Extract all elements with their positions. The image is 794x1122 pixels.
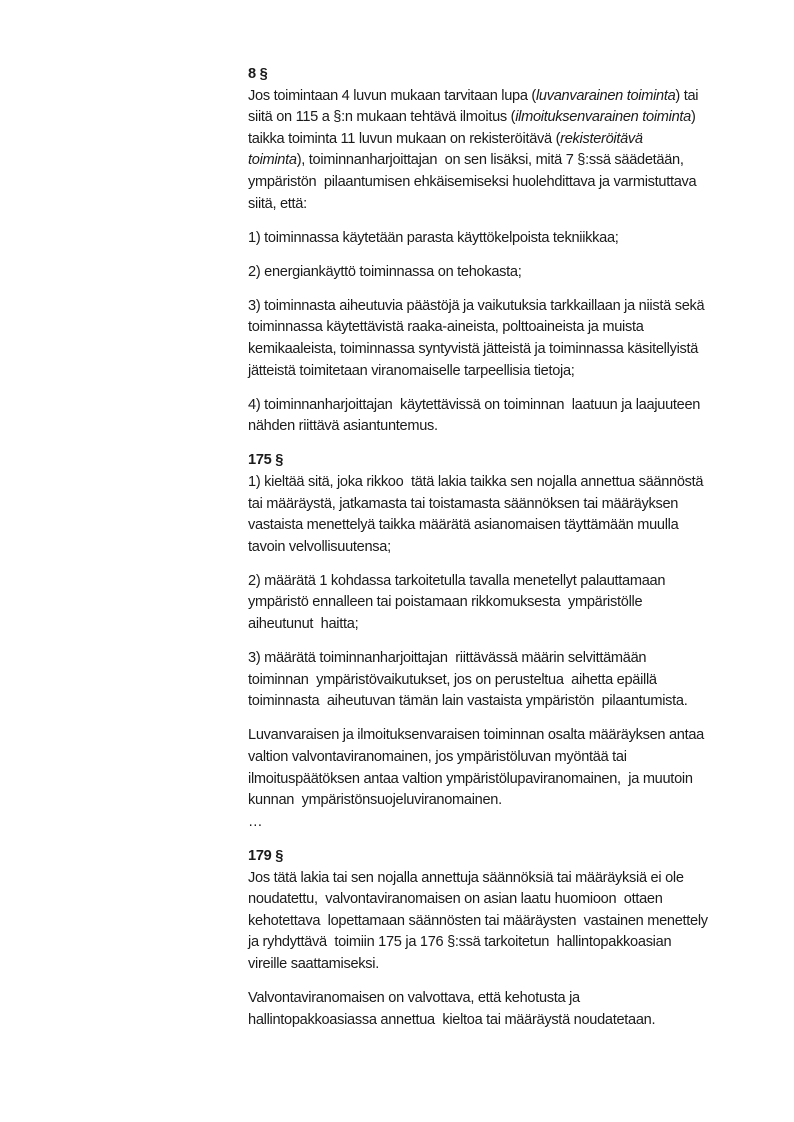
text-line: 4) toiminnanharjoittajan käytettävissä on toiminnan laatuun ja laajuuteen bbox=[248, 396, 701, 413]
paragraph bbox=[248, 725, 778, 833]
text-line: taikka toiminta 11 luvun mukaan on rekisteröitävä (rekisteröitävä bbox=[248, 130, 643, 147]
section-heading bbox=[248, 450, 778, 472]
section-heading bbox=[248, 64, 778, 86]
text-line: ympäristö ennalleen tai poistamaan rikkomuksesta ympäristölle bbox=[248, 594, 643, 611]
document-text-column bbox=[248, 64, 778, 1044]
text-line: 1) toiminnassa käytetään parasta käyttökelpoista tekniikkaa; bbox=[248, 229, 619, 246]
text-line: ympäristön pilaantumisen ehkäisemiseksi huolehdittava ja varmistuttava bbox=[248, 173, 697, 190]
paragraph bbox=[248, 868, 778, 976]
text-line: aiheutunut haitta; bbox=[248, 616, 359, 633]
text-line: jätteistä toimitetaan viranomaiselle tarpeellisia tietoja; bbox=[248, 362, 575, 379]
text-line: kehotettava lopettamaan säännösten tai määräysten vastainen menettely bbox=[248, 912, 708, 929]
section-heading bbox=[248, 846, 778, 868]
text-line: … bbox=[248, 813, 263, 830]
text-line: nähden riittävä asiantuntemus. bbox=[248, 418, 438, 435]
text-line: 3) toiminnasta aiheutuvia päästöjä ja vaikutuksia tarkkaillaan ja niistä sekä bbox=[248, 297, 705, 314]
text-line: 1) kieltää sitä, joka rikkoo tätä lakia taikka sen nojalla annettua säännöstä bbox=[248, 474, 704, 490]
text-line: 175 § bbox=[248, 452, 284, 469]
paragraph bbox=[248, 86, 778, 216]
text-line: toiminta), toiminnanharjoittajan on sen lisäksi, mitä 7 §:ssä säädetään, bbox=[248, 152, 684, 169]
text-line: toiminnasta aiheutuvan tämän lain vastaista ympäristön pilaantumista. bbox=[248, 693, 688, 710]
text-line: ja ryhdyttävä toimiin 175 ja 176 §:ssä tarkoitetun hallintopakkoasian bbox=[248, 934, 672, 951]
text-line: 3) määrätä toiminnanharjoittajan riittävässä määrin selvittämään bbox=[248, 650, 647, 667]
text-line: tai määräystä, jatkamasta tai toistamasta säännöksen tai määräyksen bbox=[248, 495, 679, 512]
paragraph bbox=[248, 395, 778, 438]
text-line: tavoin velvollisuutensa; bbox=[248, 538, 391, 555]
text-line: 2) määrätä 1 kohdassa tarkoitetulla tavalla menetellyt palauttamaan bbox=[248, 572, 666, 589]
paragraph bbox=[248, 296, 778, 382]
text-line: kemikaaleista, toiminnassa syntyvistä jätteistä ja toiminnassa käsitellyistä bbox=[248, 341, 699, 358]
text-line: 2) energiankäyttö toiminnassa on tehokasta; bbox=[248, 263, 522, 280]
text-line: hallintopakkoasiassa annettua kieltoa tai määräystä noudatetaan. bbox=[248, 1011, 656, 1028]
text-line: Jos toimintaan 4 luvun mukaan tarvitaan lupa (luvanvarainen toiminta) tai bbox=[248, 87, 699, 104]
text-line: Luvanvaraisen ja ilmoituksenvaraisen toiminnan osalta määräyksen antaa bbox=[248, 727, 704, 744]
paragraph bbox=[248, 472, 778, 558]
text-line: 8 § bbox=[248, 66, 268, 82]
paragraph bbox=[248, 262, 778, 284]
text-line: vastaista menettelyä taikka määrätä asianomaisen täyttämään muulla bbox=[248, 517, 679, 534]
text-line: noudatettu, valvontaviranomaisen on asian laatu huomioon ottaen bbox=[248, 891, 663, 908]
text-line: toiminnassa käytettävistä raaka-aineista, polttoaineista ja muista bbox=[248, 319, 644, 336]
text-line: 179 § bbox=[248, 847, 284, 864]
text-line: toiminnan ympäristövaikutukset, jos on perusteltua aihetta epäillä bbox=[248, 671, 657, 688]
text-line: siitä on 115 a §:n mukaan tehtävä ilmoitus (ilmoituksenvarainen toiminta) bbox=[248, 109, 696, 126]
paragraph bbox=[248, 988, 778, 1031]
paragraph bbox=[248, 228, 778, 250]
text-line: valtion valvontaviranomainen, jos ympäristöluvan myöntää tai bbox=[248, 749, 627, 766]
text-line: vireille saattamiseksi. bbox=[248, 955, 379, 972]
paragraph bbox=[248, 648, 778, 713]
text-line: kunnan ympäristönsuojeluviranomainen. bbox=[248, 792, 502, 809]
text-line: ilmoituspäätöksen antaa valtion ympäristölupaviranomainen, ja muutoin bbox=[248, 770, 693, 787]
text-line: Valvontaviranomaisen on valvottava, että kehotusta ja bbox=[248, 989, 580, 1006]
paragraph bbox=[248, 571, 778, 636]
text-line: siitä, että: bbox=[248, 195, 307, 212]
text-line: Jos tätä lakia tai sen nojalla annettuja säännöksiä tai määräyksiä ei ole bbox=[248, 869, 684, 886]
